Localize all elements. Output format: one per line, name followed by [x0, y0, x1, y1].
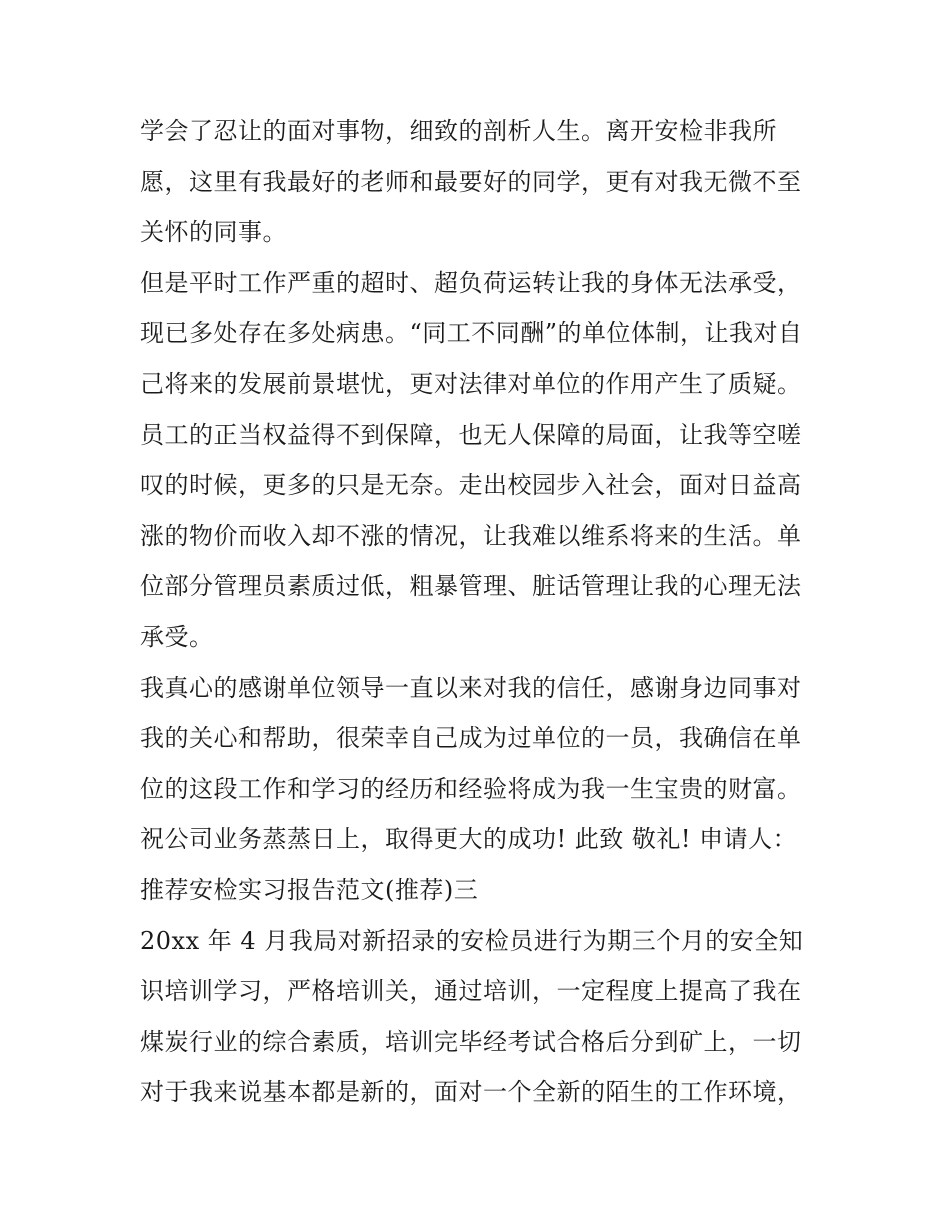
- text-line: 愿，这里有我最好的老师和最要好的同学，更有对我无微不至: [140, 167, 802, 196]
- text-line: 但是平时工作严重的超时、超负荷运转让我的身体无法承受，: [140, 268, 802, 297]
- section-heading: 推荐安检实习报告范文(推荐)三: [140, 875, 479, 904]
- text-line: 煤炭行业的综合素质，培训完毕经考试合格后分到矿上，一切: [140, 1027, 802, 1056]
- text-line: 关怀的同事。: [140, 218, 287, 247]
- text-line: 员工的正当权益得不到保障，也无人保障的局面，让我等空嗟: [140, 420, 802, 449]
- text-line: 承受。: [140, 622, 214, 651]
- text-line: 己将来的发展前景堪忧，更对法律对单位的作用产生了质疑。: [140, 369, 802, 398]
- text-line: 识培训学习，严格培训关，通过培训，一定程度上提高了我在: [140, 977, 802, 1006]
- text-line: 现已多处存在多处病患。“同工不同酬”的单位体制，让我对自: [140, 319, 803, 348]
- text-line: 学会了忍让的面对事物，细致的剖析人生。离开安检非我所: [140, 117, 777, 145]
- text-line: 我的关心和帮助，很荣幸自己成为过单位的一员，我确信在单: [140, 724, 802, 753]
- text-line: 我真心的感谢单位领导一直以来对我的信任，感谢身边同事对: [140, 673, 802, 702]
- text-line: 叹的时候，更多的只是无奈。走出校园步入社会，面对日益高: [140, 471, 802, 500]
- text-line: 涨的物价而收入却不涨的情况，让我难以维系将来的生活。单: [140, 521, 802, 550]
- text-line: 20xx 年 4 月我局对新招录的安检员进行为期三个月的安全知: [140, 926, 804, 955]
- text-line: 位部分管理员素质过低，粗暴管理、脏话管理让我的心理无法: [140, 572, 802, 601]
- text-line: 对于我来说基本都是新的，面对一个全新的陌生的工作环境，: [140, 1078, 802, 1107]
- text-line: 位的这段工作和学习的经历和经验将成为我一生宝贵的财富。: [140, 774, 802, 803]
- text-line: 祝公司业务蒸蒸日上，取得更大的成功! 此致 敬礼! 申请人：: [140, 825, 798, 854]
- document-body: [140, 106, 820, 1118]
